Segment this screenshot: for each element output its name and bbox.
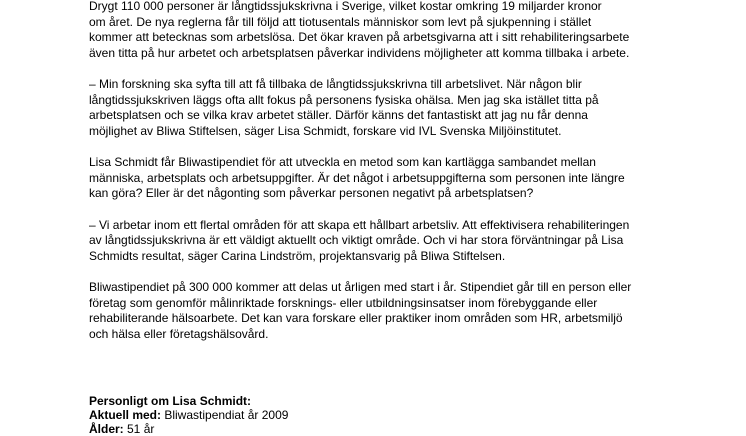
text-line: av långtidssjukskrivna är ett väldigt aktuellt och viktigt område. Och vi har stora förväntningar på Lisa [89, 233, 624, 247]
personal-current-row [89, 408, 709, 422]
text-line: långtidssjukskriven läggs ofta allt fokus på personens fysiska ohälsa. Men jag ska istället titta på [89, 92, 599, 107]
age-label: Ålder: [89, 422, 124, 436]
personal-heading: Personligt om Lisa Schmidt: [89, 394, 252, 408]
paragraph-intro [89, 0, 709, 61]
text-line: och hälsa eller företagshälsovård. [89, 326, 269, 341]
text-line: möjlighet av Bliwa Stiftelsen, säger Lisa Schmidt, forskare vid IVL Svenska Miljöinstitutet. [89, 123, 562, 138]
text-line: Bliwastipendiet på 300 000 kommer att delas ut årligen med start i år. Stipendiet går till en person eller [89, 280, 632, 294]
personal-age-row [89, 422, 709, 436]
current-label: Aktuell med: [89, 408, 162, 422]
age-value: 51 år [123, 422, 155, 436]
text-line: kommer att betecknas som arbetslösa. Det ökar kraven på arbetsgivarna att i sitt rehabiliteringsarbete [89, 30, 630, 44]
section-spacer [89, 358, 709, 394]
text-line: Drygt 110 000 personer är långtidssjukskrivna i Sverige, vilket kostar omkring 19 miljarder kronor [89, 0, 602, 13]
text-line: människa, arbetsplats och arbetsuppgifter. Är det något i arbetsuppgifterna som personen inte längre [89, 170, 625, 185]
paragraph-quote-lindstrom [89, 218, 709, 265]
text-line: Schmidts resultat, säger Carina Lindström, projektansvarig på Bliwa Stiftelsen. [89, 248, 506, 263]
text-line: arbetsplatsen och se vilka krav arbetet ställer. Därför känns det fantastiskt att jag nu får denna [89, 108, 588, 122]
text-line: – Min forskning ska syfta till att få tillbaka de långtidssjukskrivna till arbetslivet. När någon blir [89, 77, 582, 91]
text-line: Lisa Schmidt får Bliwastipendiet för att utveckla en metod som kan kartlägga sambandet mellan [89, 155, 596, 169]
text-line: om året. De nya reglerna får till följd att tiotusentals människor som levt på sjukpenning i stället [89, 14, 592, 29]
text-line: även titta på hur arbetet och arbetsplatsen påverkar individens möjligheter att komma tillbaka i arbete. [89, 45, 630, 60]
current-value: Bliwastipendiat år 2009 [161, 408, 289, 422]
paragraph-method [89, 155, 709, 202]
text-line: rehabiliterande hälsoarbete. Det kan vara forskare eller praktiker inom områden som HR, arbetsmiljö [89, 311, 623, 325]
text-line: – Vi arbetar inom ett flertal områden för att skapa ett hållbart arbetsliv. Att effektivisera rehabiliteringen [89, 217, 630, 232]
document-page [89, 0, 709, 436]
text-line: företag som genomför målinriktade forsknings- eller utbildningsinsatser inom förebyggande eller [89, 295, 598, 310]
personal-info [89, 394, 709, 436]
text-line: kan göra? Eller är det någonting som påverkar personen negativt på arbetsplatsen? [89, 186, 534, 200]
paragraph-scholarship [89, 280, 709, 342]
paragraph-quote-schmidt [89, 77, 709, 139]
